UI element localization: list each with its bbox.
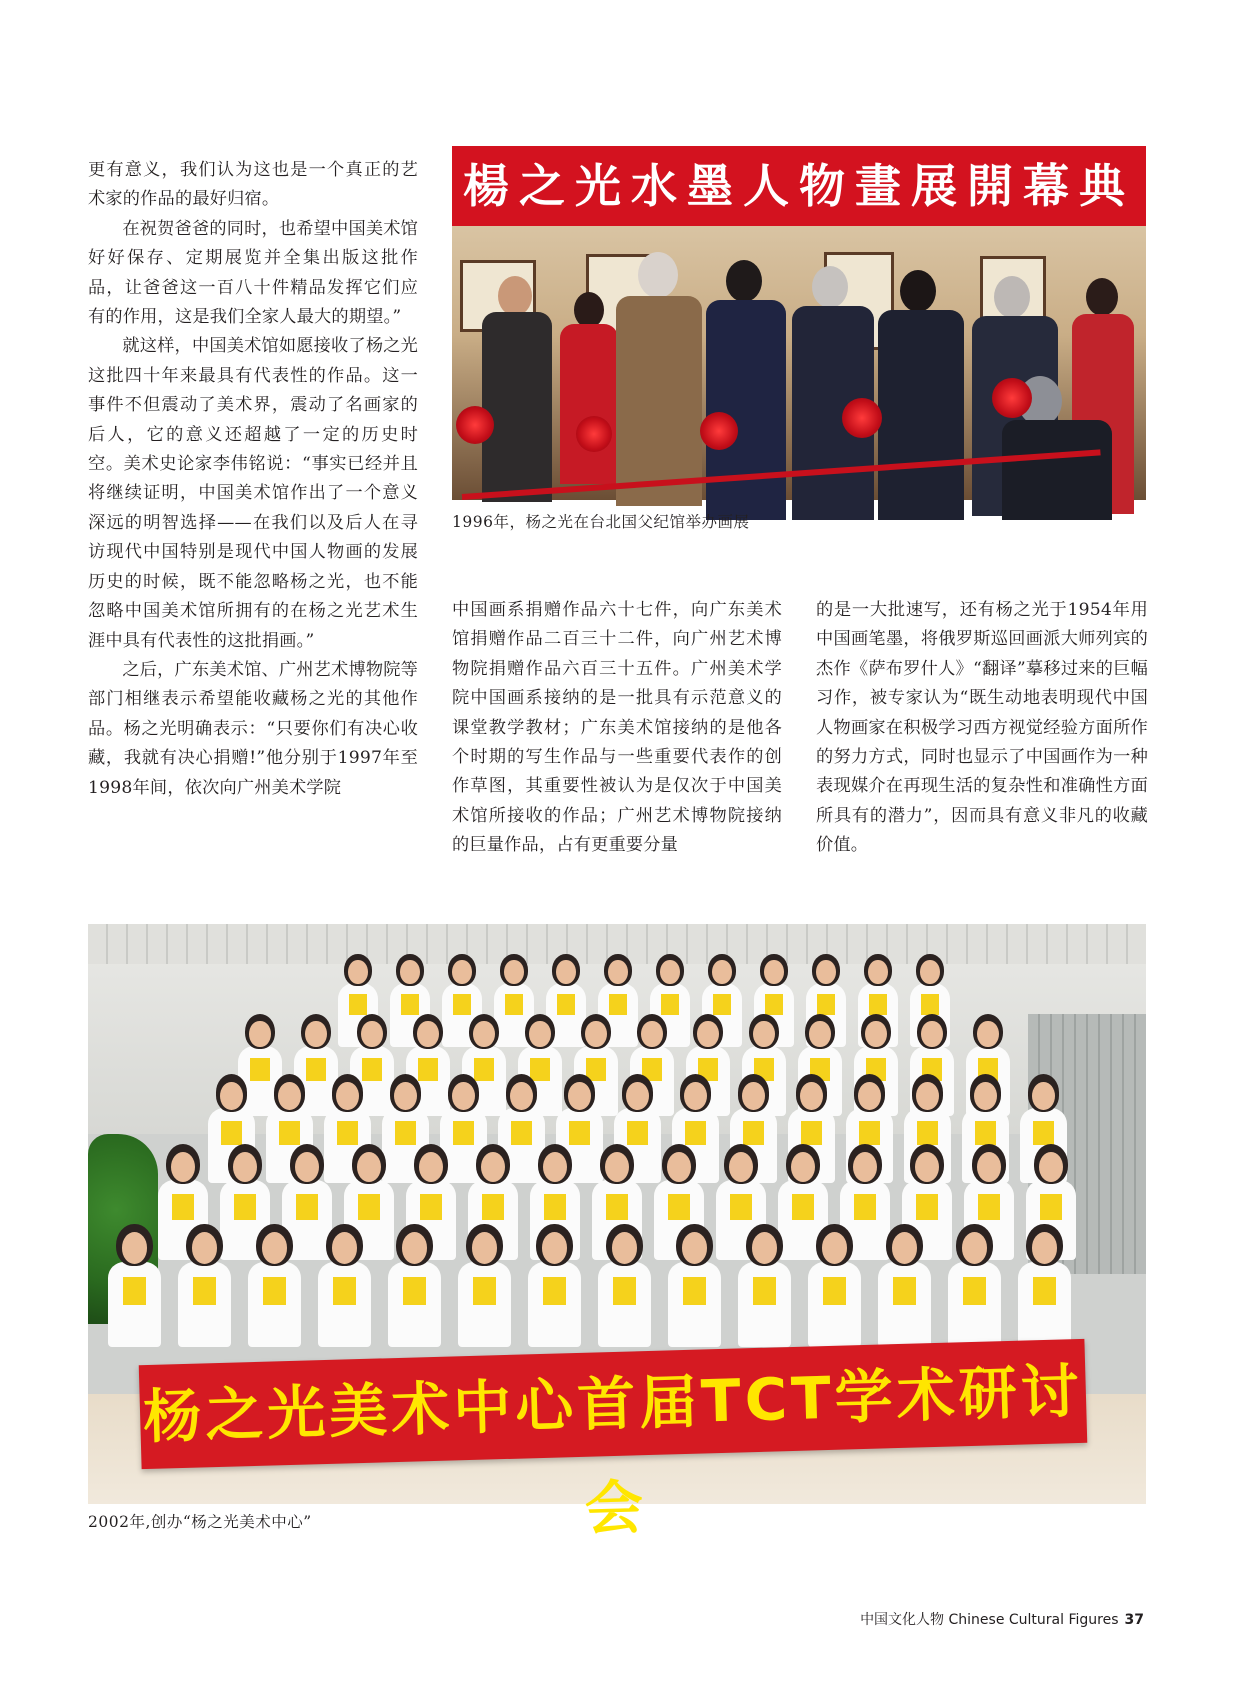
paragraph: 之后，广东美术馆、广州艺术博物院等部门相继表示希望能收藏杨之光的其他作品。杨之光明确表示：“只要你们有决心收藏，我就有决心捐赠!”他分别于1997年至1998年间，依次向广州美术学院 (88, 659, 418, 798)
paragraph: 就这样，中国美术馆如愿接收了杨之光这批四十年来最具有代表性的作品。这一事件不但震动了美术界，震动了名画家的后人，它的意义还超越了一定的历史时空。美术史论家李伟铭说：“事实已经并且将继续证明，中国美术馆作出了一个意义深远的明智选择——在我们以及后人在寻访现代中国特别是现代中国人物画的发展历史的时候，既不能忽略杨之光，也不能忽略中国美术馆所拥有的在杨之光艺术生涯中具有代表性的这批捐画。” (88, 336, 418, 651)
paragraph: 在祝贺爸爸的同时，也希望中国美术馆好好保存、定期展览并全集出版这批作品，让爸爸这一百八十件精品发挥它们应有的作用，这是我们全家人最大的期望。” (88, 218, 418, 328)
exhibition-opening-photo (452, 146, 1146, 500)
page-number: 37 (1124, 1612, 1144, 1628)
group-banner-text: 杨之光美术中心首届TCT学术研讨会 (139, 1339, 1088, 1469)
photo-caption: 1996年，杨之光在台北国父纪馆举办画展 (452, 513, 750, 531)
photo-caption: 2002年,创办“杨之光美术中心” (88, 1513, 312, 1531)
paragraph: 中国画系捐赠作品六十七件，向广东美术馆捐赠作品二百三十二件，向广州艺术博物院捐赠作品六百三十五件。广州美术学院中国画系接纳的是一批具有示范意义的课堂教学教材；广东美术馆接纳的是他各个时期的写生作品与一些重要代表作的创作草图，其重要性被认为是仅次于中国美术馆所接收的作品；广州艺术博物院接纳的巨量作品，占有更重要分量 (452, 600, 782, 856)
gallery-wall (452, 226, 1146, 500)
ribbon-rosette (456, 406, 494, 444)
ribbon-rosette (700, 412, 738, 450)
paragraph: 更有意义，我们认为这也是一个真正的艺术家的作品的最好归宿。 (88, 160, 418, 210)
paragraph: 的是一大批速写，还有杨之光于1954年用中国画笔墨，将俄罗斯巡回画派大师列宾的杰作《萨布罗什人》“翻译”摹移过来的巨幅习作，被专家认为“既生动地表明现代中国人物画家在积极学习西方视觉经验方面所作的努力方式，同时也显示了中国画作为一种表现媒介在再现生活的复杂性和准确性方面所具有的潜力”，因而具有意义非凡的收藏价值。 (816, 600, 1148, 856)
ribbon-rosette (576, 416, 612, 452)
ribbon-rosette (992, 378, 1032, 418)
ribbon-rosette (842, 398, 882, 438)
page-footer (860, 1609, 1144, 1629)
text-column-right (816, 596, 1148, 861)
photo-banner-text: 楊之光水墨人物畫展開幕典 (452, 146, 1146, 226)
magazine-name: 中国文化人物 Chinese Cultural Figures (860, 1612, 1119, 1628)
text-column-left (88, 156, 418, 803)
text-column-middle (452, 596, 782, 861)
